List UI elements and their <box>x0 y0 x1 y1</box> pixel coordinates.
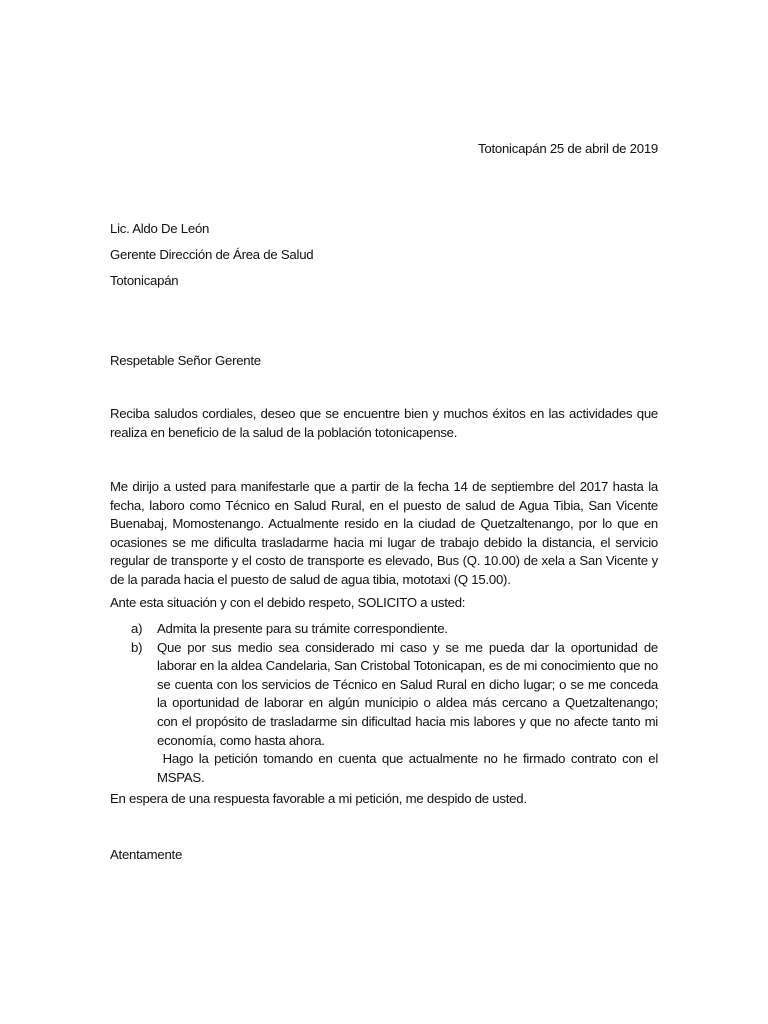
request-list <box>110 620 658 787</box>
recipient-title: Gerente Dirección de Área de Salud <box>110 247 314 262</box>
list-marker: a) <box>131 621 143 636</box>
greeting-paragraph: Reciba saludos cordiales, deseo que se encuentre bien y muchos éxitos en las actividades que realiza en beneficio de la salud de la población totonicapense. <box>110 406 658 440</box>
list-marker: b) <box>131 639 143 655</box>
recipient-location: Totonicapán <box>110 273 179 288</box>
closing: Atentamente <box>110 847 183 862</box>
list-item-extra-text <box>157 750 658 787</box>
closing-paragraph: En espera de una respuesta favorable a mi petición, me despido de usted. <box>110 791 527 806</box>
list-item-text: Que por sus medio sea considerado mi caso y se me pueda dar la oportunidad de laborar en la aldea Candelaria, San Cristobal Totonicapan, es de mi conocimiento que no se cuenta con los servicios de Técnico en Salud Rural en dicho lugar; o se me conceda la oportunidad de laborar en algún municipio o aldea más cercano a Quetzaltenango; con el propósito de trasladarme sin dificultad hacia mis labores y que no afecte tanto mi economía, como hasta ahora. <box>157 639 658 748</box>
list-item-extra-text-content: Hago la petición tomando en cuenta que actualmente no he firmado contrato con el MSPAS. <box>157 751 658 785</box>
recipient-name: Lic. Aldo De León <box>110 221 210 236</box>
list-item <box>110 639 658 788</box>
place-date: Totonicapán 25 de abril de 2019 <box>478 141 658 156</box>
body-paragraph: Me dirijo a usted para manifestarle que a partir de la fecha 14 de septiembre del 2017 hasta la fecha, laboro como Técnico en Salud Rural, en el puesto de salud de Agua Tibia, San Vicente Buenabaj, Momostenango. Actualmente resido en la ciudad de Quetzaltenango, por lo que en ocasiones se me dificulta trasladarme hacia mi lugar de trabajo debido la distancia, el servicio regular de transporte y el costo de transporte es elevado, Bus (Q. 10.00) de xela a San Vicente y de la parada hacia el puesto de salud de agua tibia, mototaxi (Q 15.00). <box>110 479 658 587</box>
salutation: Respetable Señor Gerente <box>110 353 261 368</box>
request-intro-paragraph: Ante esta situación y con el debido respeto, SOLICITO a usted: <box>110 595 466 610</box>
list-item <box>110 620 658 639</box>
list-item-text: Admita la presente para su trámite correspondiente. <box>157 621 448 636</box>
